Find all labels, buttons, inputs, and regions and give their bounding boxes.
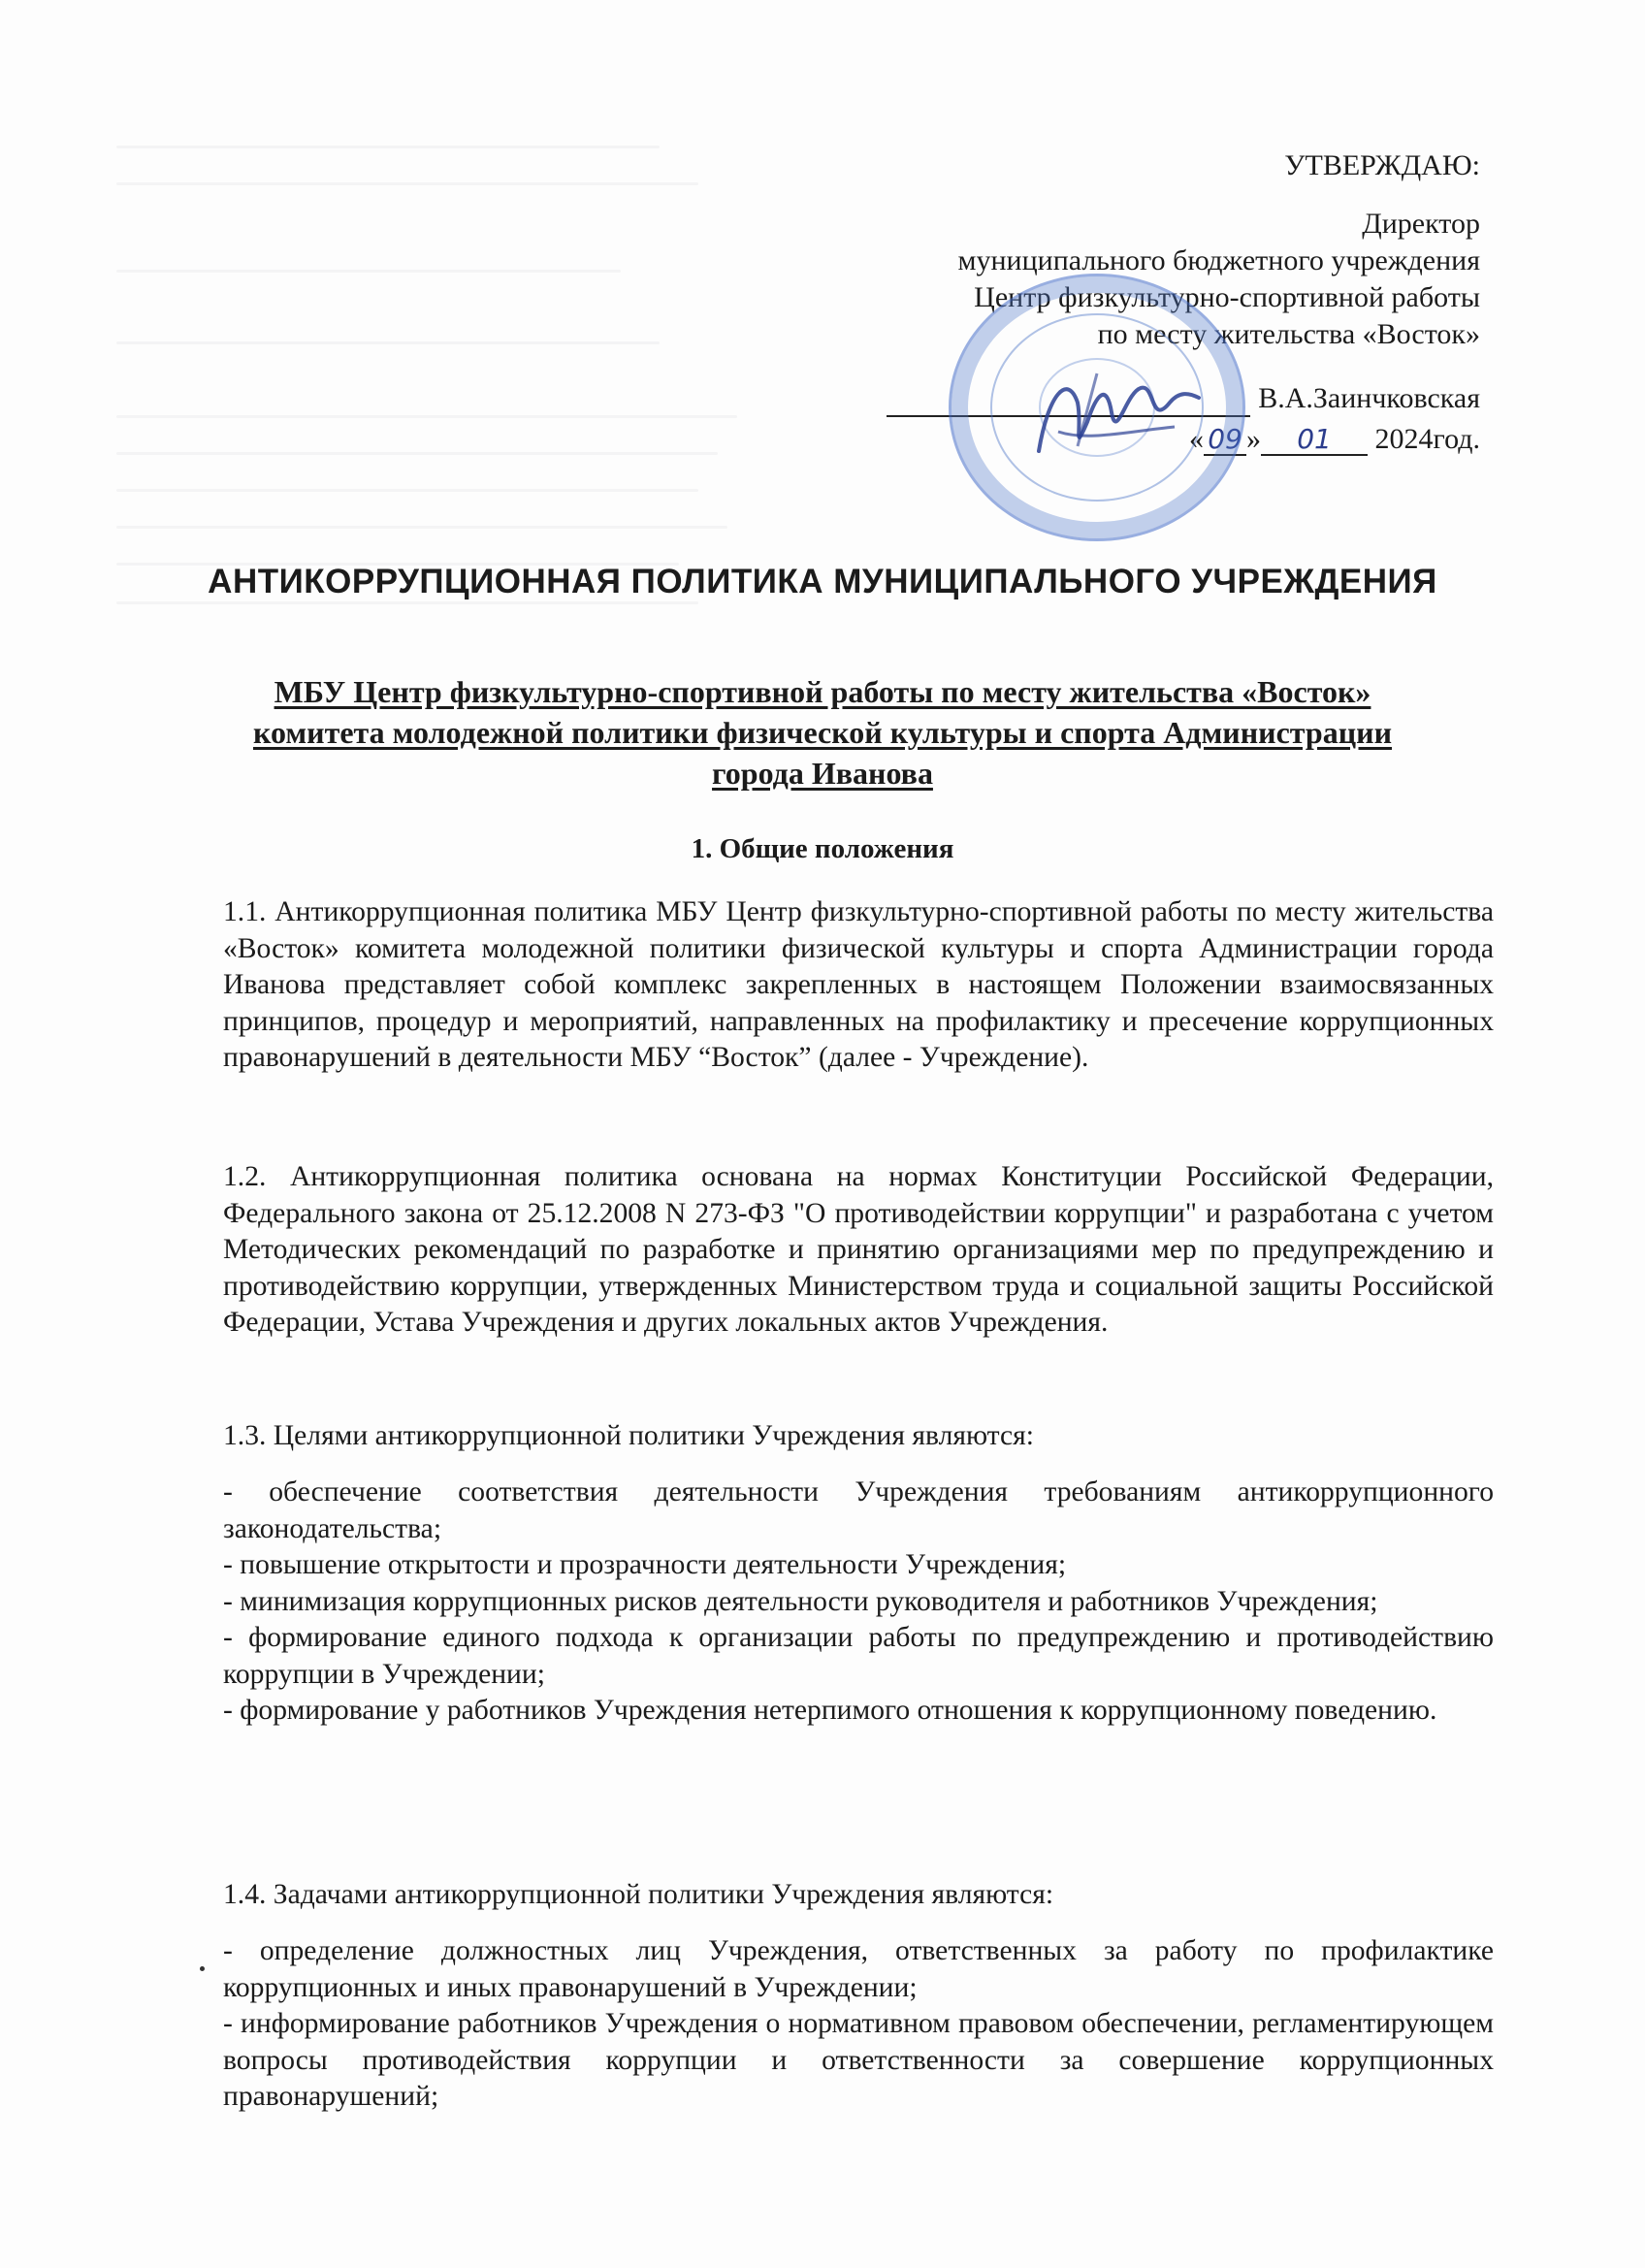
- bleed-through-line: [116, 146, 660, 148]
- paragraph-1-1: [223, 894, 1494, 1077]
- paragraph-1-2: [223, 1159, 1494, 1342]
- list-item: - определение должностных лиц Учреждения, ответственных за работу по профилактике коррупционных и иных правонарушений в Учреждении;: [223, 1935, 1494, 2003]
- list-item: - повышение открытости и прозрачности деятельности Учреждения;: [223, 1549, 1067, 1580]
- document-title: АНТИКОРРУПЦИОННАЯ ПОЛИТИКА МУНИЦИПАЛЬНОГО УЧРЕЖДЕНИЯ: [208, 563, 1437, 600]
- approver-organization-line: муниципального бюджетного учреждения: [957, 244, 1480, 276]
- paragraph-text: 1.4. Задачами антикоррупционной политики Учреждения являются:: [223, 1879, 1054, 1910]
- bleed-through-line: [116, 526, 727, 529]
- approver-organization-line: Центр физкультурно-спортивной работы: [974, 281, 1480, 313]
- bleed-through-line: [116, 182, 698, 185]
- list-item: - формирование у работников Учреждения нетерпимого отношения к коррупционному поведению.: [223, 1695, 1437, 1726]
- bleed-through-line: [116, 452, 718, 455]
- tasks-list: [223, 1933, 1494, 2116]
- paragraph-1-4: [223, 1877, 1494, 1914]
- approve-label: УТВЕРЖДАЮ:: [1284, 149, 1480, 181]
- handwritten-signature: [981, 335, 1223, 480]
- list-item: - обеспечение соответствия деятельности Учреждения требованиям антикоррупционного законодательства;: [223, 1476, 1494, 1544]
- list-item: - информирование работников Учреждения о нормативном правовом обеспечении, регламентирующем вопросы противодействия коррупции и ответственности за совершение коррупционных правонарушений;: [223, 2008, 1494, 2112]
- document-subtitle: МБУ Центр физкультурно-спортивной работы по месту жительства «Восток» комитета молодежной политики физической культуры и спорта Администрации города Иванова: [252, 674, 1393, 791]
- goals-list: [223, 1474, 1494, 1730]
- bleed-through-line: [116, 270, 621, 273]
- paragraph-text: 1.2. Антикоррупционная политика основана на нормах Конституции Российской Федерации, Федерального закона от 25.12.2008 N 273-ФЗ "О противодействии коррупции" и разработана с учетом Методических рекомендаций по разработке и принятию организациями мер по предупреждению и противодействию коррупции, утвержденных Министерством труда и социальной защиты Российской Федерации, Устава Учреждения и других локальных актов Учреждения.: [223, 1161, 1494, 1338]
- date-year: 2024год.: [1374, 423, 1480, 455]
- list-item: - минимизация коррупционных рисков деятельности руководителя и работников Учреждения;: [223, 1585, 1378, 1617]
- signatory-name: В.А.Заинчковская: [1258, 382, 1480, 414]
- date-close-quote: »: [1246, 423, 1262, 455]
- section-heading: 1. Общие положения: [691, 833, 954, 864]
- paragraph-text: 1.3. Целями антикоррупционной политики Учреждения являются:: [223, 1420, 1034, 1451]
- list-item: - формирование единого подхода к организации работы по предупреждению и противодействию коррупции в Учреждении;: [223, 1622, 1494, 1690]
- bleed-through-line: [116, 341, 660, 344]
- date-open-quote: «: [1189, 423, 1205, 455]
- approver-position: Директор: [1362, 208, 1480, 240]
- paragraph-text: 1.1. Антикоррупционная политика МБУ Центр физкультурно-спортивной работы по месту жительства «Восток» комитета молодежной политики физической культуры и спорта Администрации города Иванова представляет собой комплекс закрепленных в настоящем Положении взаимосвязанных принципов, процедур и мероприятий, направленных на профилактику и пресечение коррупционных правонарушений в деятельности МБУ “Восток” (далее - Учреждение).: [223, 896, 1494, 1073]
- margin-mark: [200, 1966, 205, 1971]
- bleed-through-line: [116, 415, 737, 418]
- approver-organization-line: по месту жительства «Восток»: [1097, 318, 1480, 350]
- organization-stamp: [949, 274, 1245, 541]
- paragraph-1-3: [223, 1418, 1494, 1455]
- date-day: 09: [1204, 425, 1246, 456]
- bleed-through-line: [116, 489, 698, 492]
- date-month: 01: [1261, 425, 1368, 456]
